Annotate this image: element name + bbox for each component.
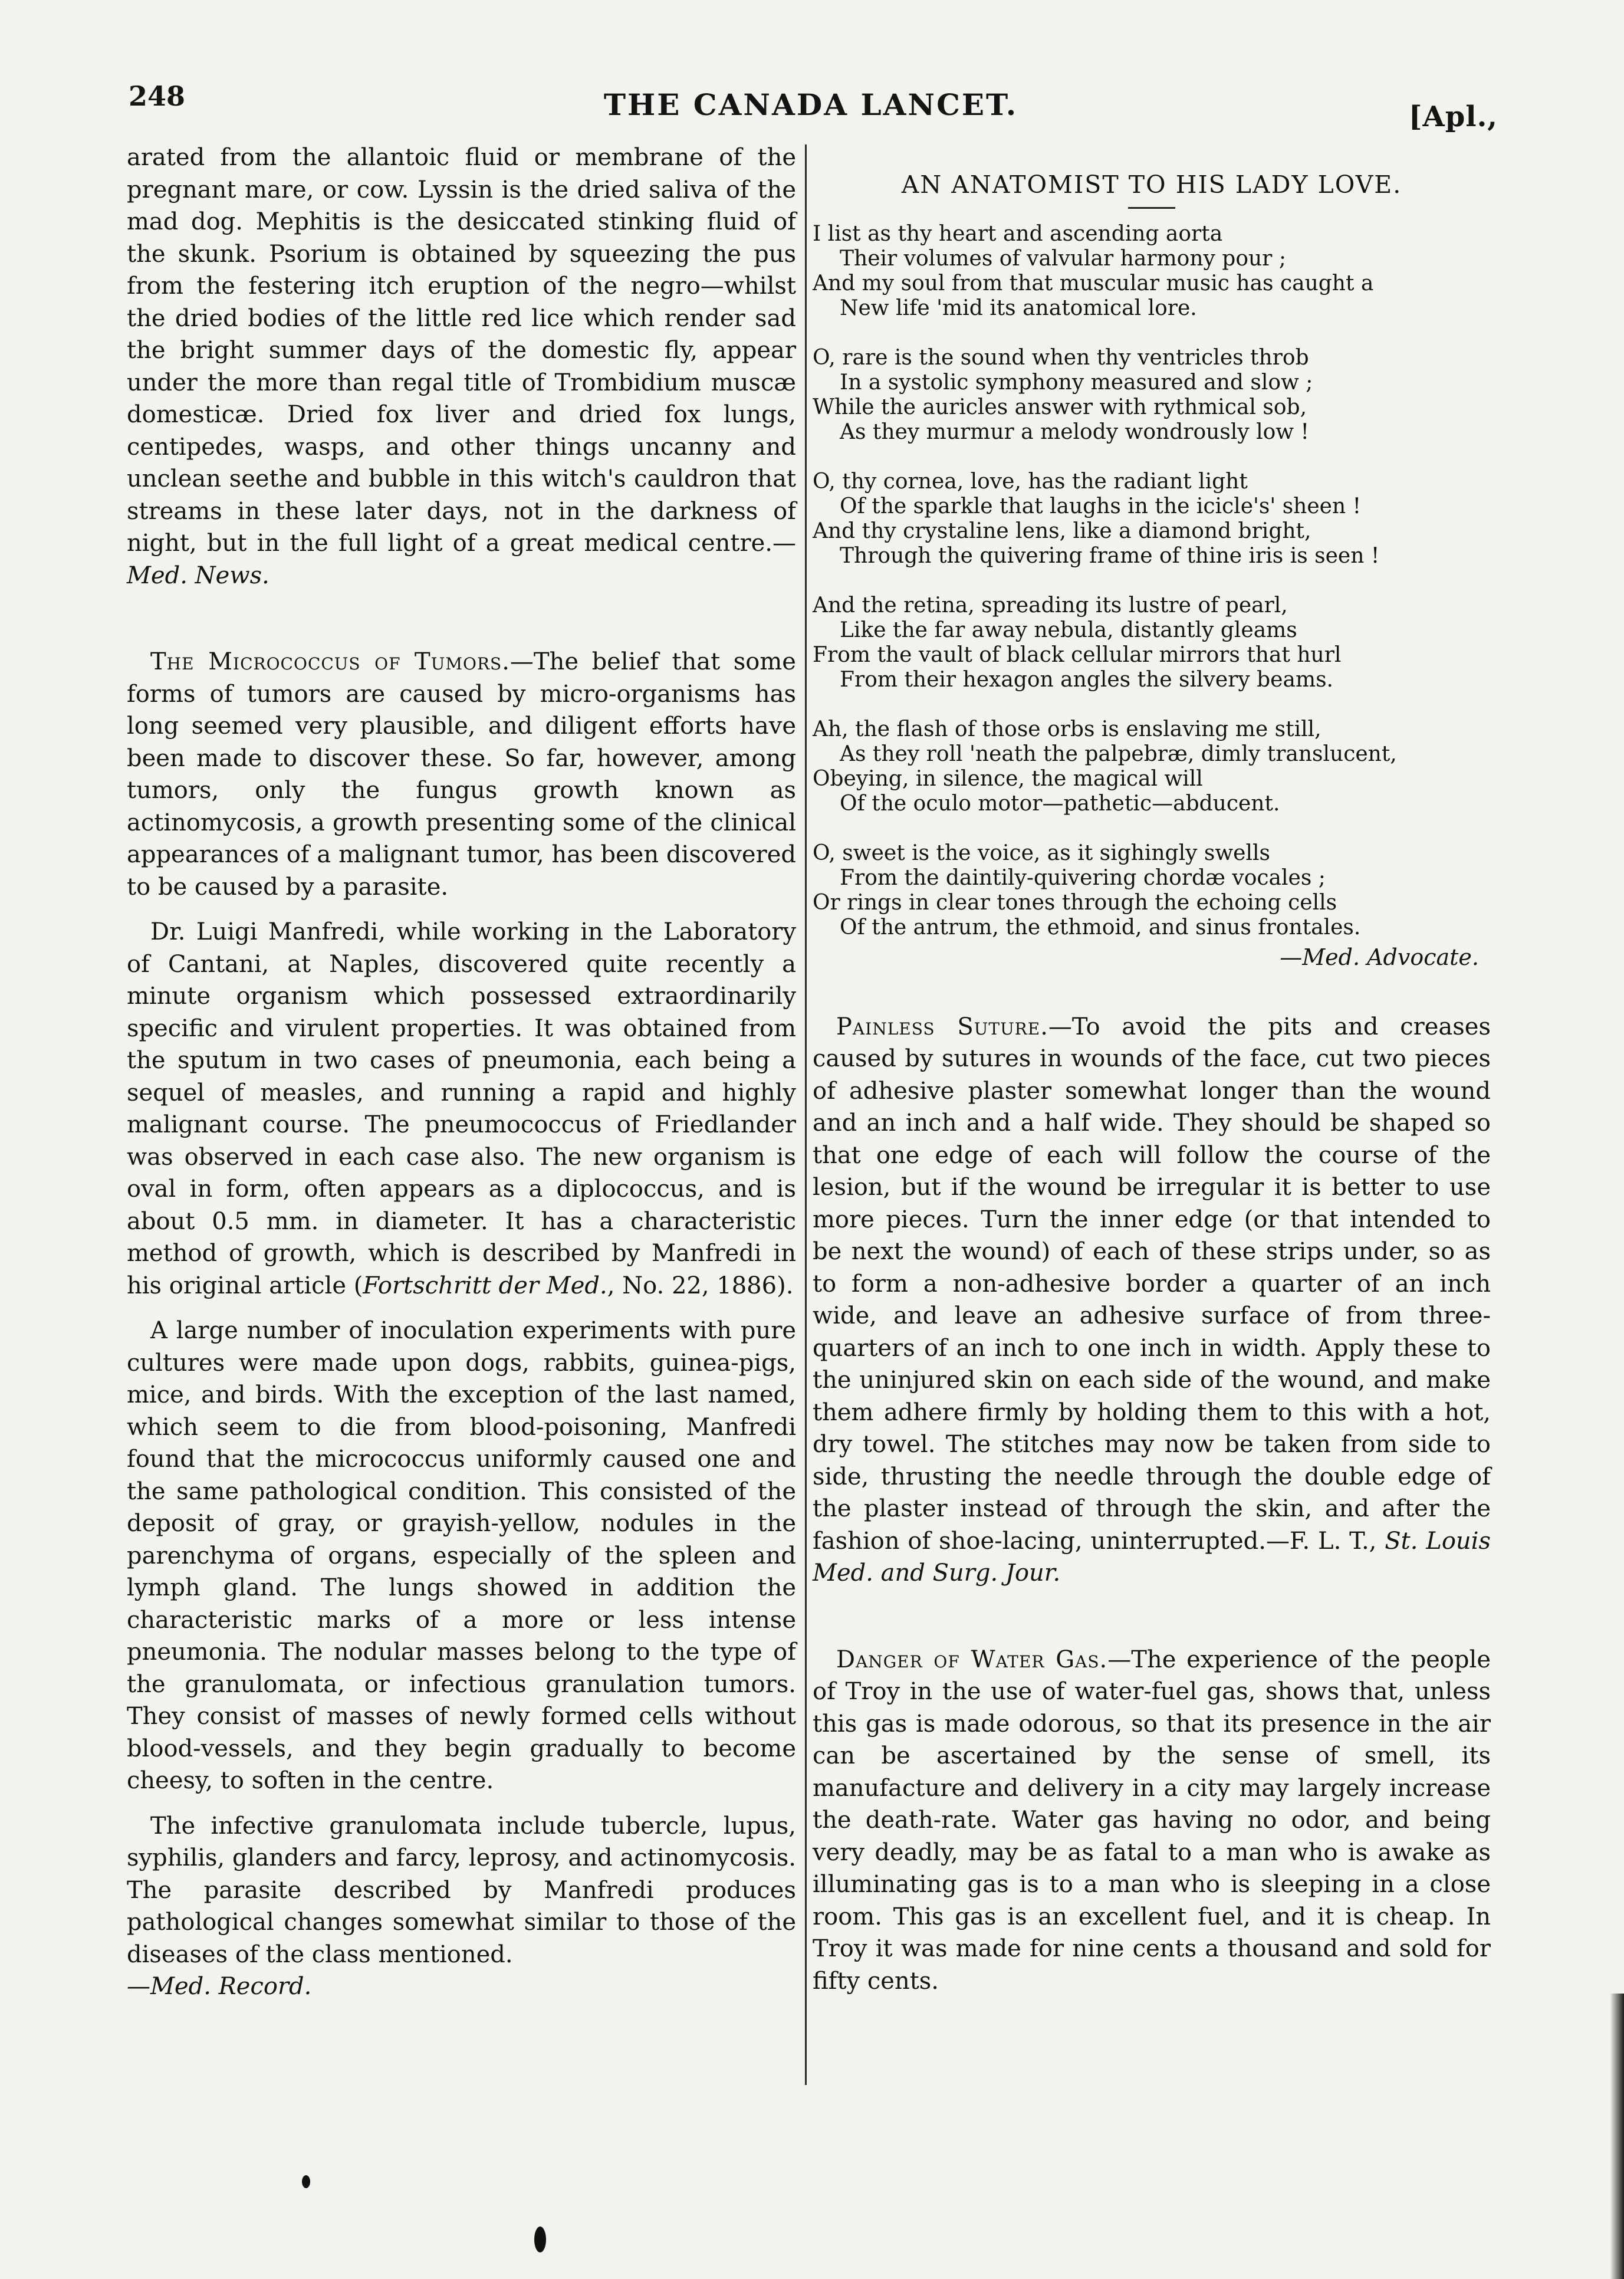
article-continuation (127, 142, 796, 592)
poem-line: And my soul from that muscular music has caught a (813, 271, 1374, 295)
micrococcus-heading: The Micrococcus of Tumors. (150, 648, 510, 675)
poem-line: Or rings in clear tones through the echoing cells (813, 890, 1337, 915)
med-record-source: —Med. Record. (127, 1973, 312, 2000)
poem-line: Of the oculo motor—pathetic—abducent. (840, 791, 1280, 816)
suture-article (813, 1011, 1491, 1590)
poem-line: O, rare is the sound when thy ventricles throb (813, 345, 1309, 370)
suture-heading: Painless Suture. (836, 1013, 1048, 1040)
continuation-text: arated from the allantoic fluid or membrane of the pregnant mare, or cow. Lyssin is the dried saliva of the mad dog. Mephitis is the desiccated stinking fluid of the skunk. Psorium is obtained by squeezing the pus from the festering itch eruption of the negro—whilst the dried bodies of the little red lice which render sad the bright summer days of the domestic fly, appear under the more than regal title of Trombidium muscæ domesticæ. Dried fox liver and dried fox lungs, centipedes, wasps, and other things uncanny and unclean seethe and bubble in this witch's cauldron that streams in these later days, not in the darkness of night, but in the full light of a great medical centre.— (127, 144, 796, 557)
poem-line: From the daintily-quivering chordæ vocales ; (840, 865, 1326, 890)
poem-stanza (813, 593, 1491, 692)
poem-line: Of the sparkle that laughs in the icicle's' sheen ! (840, 494, 1362, 518)
fortschritt-citation: Fortschritt der Med. (363, 1272, 607, 1299)
poem-line: From their hexagon angles the silvery beams. (840, 667, 1333, 692)
poem-line: As they roll 'neath the palpebræ, dimly translucent, (840, 741, 1397, 766)
column-divider (805, 145, 807, 2085)
inoculation-paragraph: A large number of inoculation experiments with pure cultures were made upon dogs, rabbits, guinea-pigs, mice, and birds. With the exception of the last named, which seem to die from blood-poisoning, Manfredi found that the micrococcus uniformly caused one and the same pathological condition. This consisted of the deposit of gray, or grayish-yellow, nodules in the parenchyma of organs, especially of the spleen and lymph gland. The lungs showed in addition the characteristic marks of a more or less intense pneumonia. The nodular masses belong to the type of the granulomata, or infectious granulation tumors. They consist of masses of newly formed cells without blood-vessels, and they begin gradually to become cheesy, to soften in the centre. (127, 1317, 796, 1794)
poem-stanza (813, 717, 1491, 816)
poem-line: And thy crystaline lens, like a diamond bright, (813, 518, 1311, 543)
poem-line: Ah, the flash of those orbs is enslaving me still, (813, 717, 1321, 741)
poem-stanza (813, 346, 1491, 445)
issue-month: [Apl., (1408, 100, 1498, 133)
poem-stanza (813, 841, 1491, 940)
poem-line: Like the far away nebula, distantly gleams (840, 618, 1297, 642)
poem (813, 222, 1491, 970)
poem-line: In a systolic symphony measured and slow ; (840, 370, 1313, 395)
left-column (127, 142, 796, 2003)
poem-line: New life 'mid its anatomical lore. (840, 295, 1197, 320)
micrococcus-article (127, 646, 796, 903)
poem-source: —Med. Advocate. (1280, 944, 1479, 970)
poem-line: Of the antrum, the ethmoid, and sinus frontales. (840, 915, 1361, 940)
poem-line: Obeying, in silence, the magical will (813, 766, 1203, 791)
poem-stanza (813, 222, 1491, 321)
poem-line: Through the quivering frame of thine iris is seen ! (840, 543, 1380, 568)
poem-line: While the auricles answer with rythmical sob, (813, 395, 1307, 419)
poem-line: And the retina, spreading its lustre of pearl, (813, 593, 1288, 618)
page-edge-shadow (1610, 1994, 1624, 2279)
journal-title: THE CANADA LANCET. (603, 87, 1018, 122)
poem-line: As they murmur a melody wondrously low ! (840, 419, 1309, 444)
page-number: 248 (129, 80, 186, 112)
water-gas-text: —The experience of the people of Troy in the use of water-fuel gas, shows that, unless this gas is made odorous, so that its presence in the air can be ascertained by the sense of smell, its manufacture and delivery in a city may largely increase the death-rate. Water gas having no odor, and being very deadly, may be as fatal to a man who is awake as illuminating gas is to a man who is sleeping in a close room. This gas is an excellent fuel, and it is cheap. In Troy it was made for nine cents a thousand and sold for fifty cents. (813, 1646, 1491, 1995)
poem-line: O, sweet is the voice, as it sighingly swells (813, 840, 1270, 865)
manfredi-paragraph: Dr. Luigi Manfredi, while working in the Laboratory of Cantani, at Naples, discovered quite recently a minute organism which possessed extraordinarily specific and virulent properties. It was obtained from the sputum in two cases of pneumonia, each being a sequel of measles, and running a rapid and highly malignant course. The pneumococcus of Friedlander was observed in each case also. The new organism is oval in form, often appears as a diplococcus, and is about 0.5 mm. in diameter. It has a characteristic method of growth, which is described by Manfredi in his original article (Fortschritt der Med., No. 22, 1886). (127, 918, 796, 1299)
micrococcus-intro: —The belief that some forms of tumors are caused by micro-organisms has long seemed very plausible, and diligent efforts have been made to discover these. So far, however, among tumors, only the fungus growth known as actinomycosis, a growth presenting some of the clinical appearances of a malignant tumor, has been discovered to be caused by a parasite. (127, 648, 796, 901)
water-gas-article (813, 1644, 1491, 1998)
page-header (124, 77, 1498, 142)
ink-blot (534, 2227, 546, 2252)
poem-line: From the vault of black cellular mirrors that hurl (813, 642, 1342, 667)
poem-line: I list as thy heart and ascending aorta (813, 221, 1223, 246)
suture-text: —To avoid the pits and creases caused by sutures in wounds of the face, cut two pieces of adhesive plaster somewhat longer than the wound and an inch and a half wide. They should be shaped so that one edge of each will follow the course of the lesion, but if the wound be irregular it is better to use more pieces. Turn the inner edge (or that intended to be next the wound) of each of these strips under, so as to form a non-adhesive border a quarter of an inch wide, and leave an adhesive surface of from three-quarters of an inch to one inch in width. Apply these to the uninjured skin on each side of the wound, and make them adhere firmly by holding them to this with a hot, dry towel. The stitches may now be taken from side to side, thrusting the needle through the double edge of the plaster instead of through the skin, and after the fashion of shoe-lacing, uninterrupted.—F. L. T., (813, 1013, 1491, 1555)
ink-speck (302, 2175, 310, 2188)
poem-line: Their volumes of valvular harmony pour ; (840, 246, 1286, 271)
suture-source: St. Louis Med. and Surg. Jour. (813, 1527, 1491, 1587)
poem-stanza (813, 469, 1491, 569)
granulomata-paragraph: The infective granulomata include tubercle, lupus, syphilis, glanders and farcy, leprosy, and actinomycosis. The parasite described by Manfredi produces pathological changes somewhat similar to those of the diseases of the class mentioned. (127, 1812, 796, 1968)
title-rule (1128, 207, 1175, 209)
poem-line: O, thy cornea, love, has the radiant light (813, 469, 1248, 494)
continuation-source: Med. News. (127, 561, 269, 589)
poem-title: AN ANATOMIST TO HIS LADY LOVE. (901, 170, 1402, 199)
water-gas-heading: Danger of Water Gas. (836, 1646, 1108, 1673)
right-column (813, 142, 1491, 1997)
